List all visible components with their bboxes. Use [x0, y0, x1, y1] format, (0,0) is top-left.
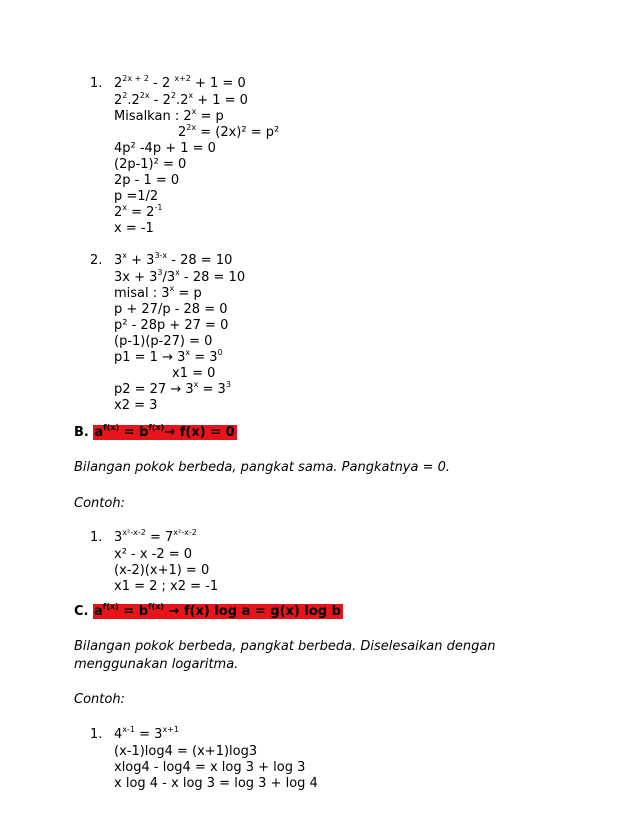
equation-line: $3^{x^2-x-2} = 7^{x^2-x-2}$	[114, 528, 197, 545]
list-number: 1.	[90, 727, 103, 742]
equation-line: $3^x + 3^{3-x} - 28 = 10$	[114, 251, 233, 268]
equation-line: x² - x -2 = 0	[114, 547, 193, 562]
example-label: Contoh:	[74, 692, 125, 707]
equation-line: x1 = 2 ; x2 = -1	[114, 579, 219, 594]
equation-line: x1 = 0	[172, 366, 216, 381]
section-description: Bilangan pokok berbeda, pangkat sama. Pangkatnya = 0.	[74, 460, 451, 475]
equation-line: x2 = 3	[114, 398, 158, 413]
equation-line: p =1/2	[114, 189, 159, 204]
equation-line: $4^{x-1} = 3^{x+1}$	[114, 725, 179, 742]
list-number: 1.	[90, 530, 103, 545]
equation-line: 4p² -4p + 1 = 0	[114, 141, 216, 156]
section-description: menggunakan logaritma.	[74, 657, 239, 672]
equation-line: (p-1)(p-27) = 0	[114, 334, 213, 349]
section-heading: B. $a^{f(x)} = b^{f(x)}\to f(x) = 0$	[74, 423, 235, 440]
equation-line: (x-2)(x+1) = 0	[114, 563, 210, 578]
formula-highlight: $a^{f(x)} = b^{f(x)} \to f(x)$ log a = g(x) log b	[94, 602, 341, 619]
equation-line: $2^{2x} = (2x)^2 = p^2$	[178, 123, 280, 140]
equation-line: (x-1)log4 = (x+1)log3	[114, 744, 258, 759]
equation-line: Misalkan : $2^x = p$	[114, 107, 224, 124]
list-number: 2.	[90, 253, 103, 268]
equation-line: $2^x = 2^{-1}$	[114, 203, 163, 220]
equation-line: (2p-1)² = 0	[114, 157, 187, 172]
list-number: 1.	[90, 76, 103, 91]
section-description: Bilangan pokok berbeda, pangkat berbeda. Diselesaikan dengan	[74, 639, 496, 654]
equation-line: p² - 28p + 27 = 0	[114, 318, 229, 333]
equation-line: $p1 = 1 \to 3^x = 3^0$	[114, 348, 223, 365]
equation-line: x log 4 - x log 3 = log 3 + log 4	[114, 776, 318, 791]
example-label: Contoh:	[74, 496, 125, 511]
section-heading: C. $a^{f(x)} = b^{f(x)} \to f(x)$ log a = g(x) log b	[74, 602, 341, 619]
equation-line: $p2 = 27 \to 3^x = 3^3$	[114, 380, 231, 397]
equation-line: misal : $3^x = p$	[114, 284, 202, 301]
formula-highlight: $a^{f(x)} = b^{f(x)}\to f(x) = 0$	[94, 423, 235, 440]
equation-line: 2p - 1 = 0	[114, 173, 180, 188]
equation-line: x = -1	[114, 221, 154, 236]
equation-line: $2^{2x + 2} - 2$ $^{x+2}$ + 1 = 0	[114, 74, 246, 91]
equation-line: $3x + 3^3/3^x - 28 = 10$	[114, 268, 246, 285]
equation-line: p + 27/p - 28 = 0	[114, 302, 228, 317]
equation-line: $2^2.2^{2x} - 2^2.2^x + 1 = 0$	[114, 91, 248, 108]
equation-line: xlog4 - log4 = x log 3 + log 3	[114, 760, 306, 775]
